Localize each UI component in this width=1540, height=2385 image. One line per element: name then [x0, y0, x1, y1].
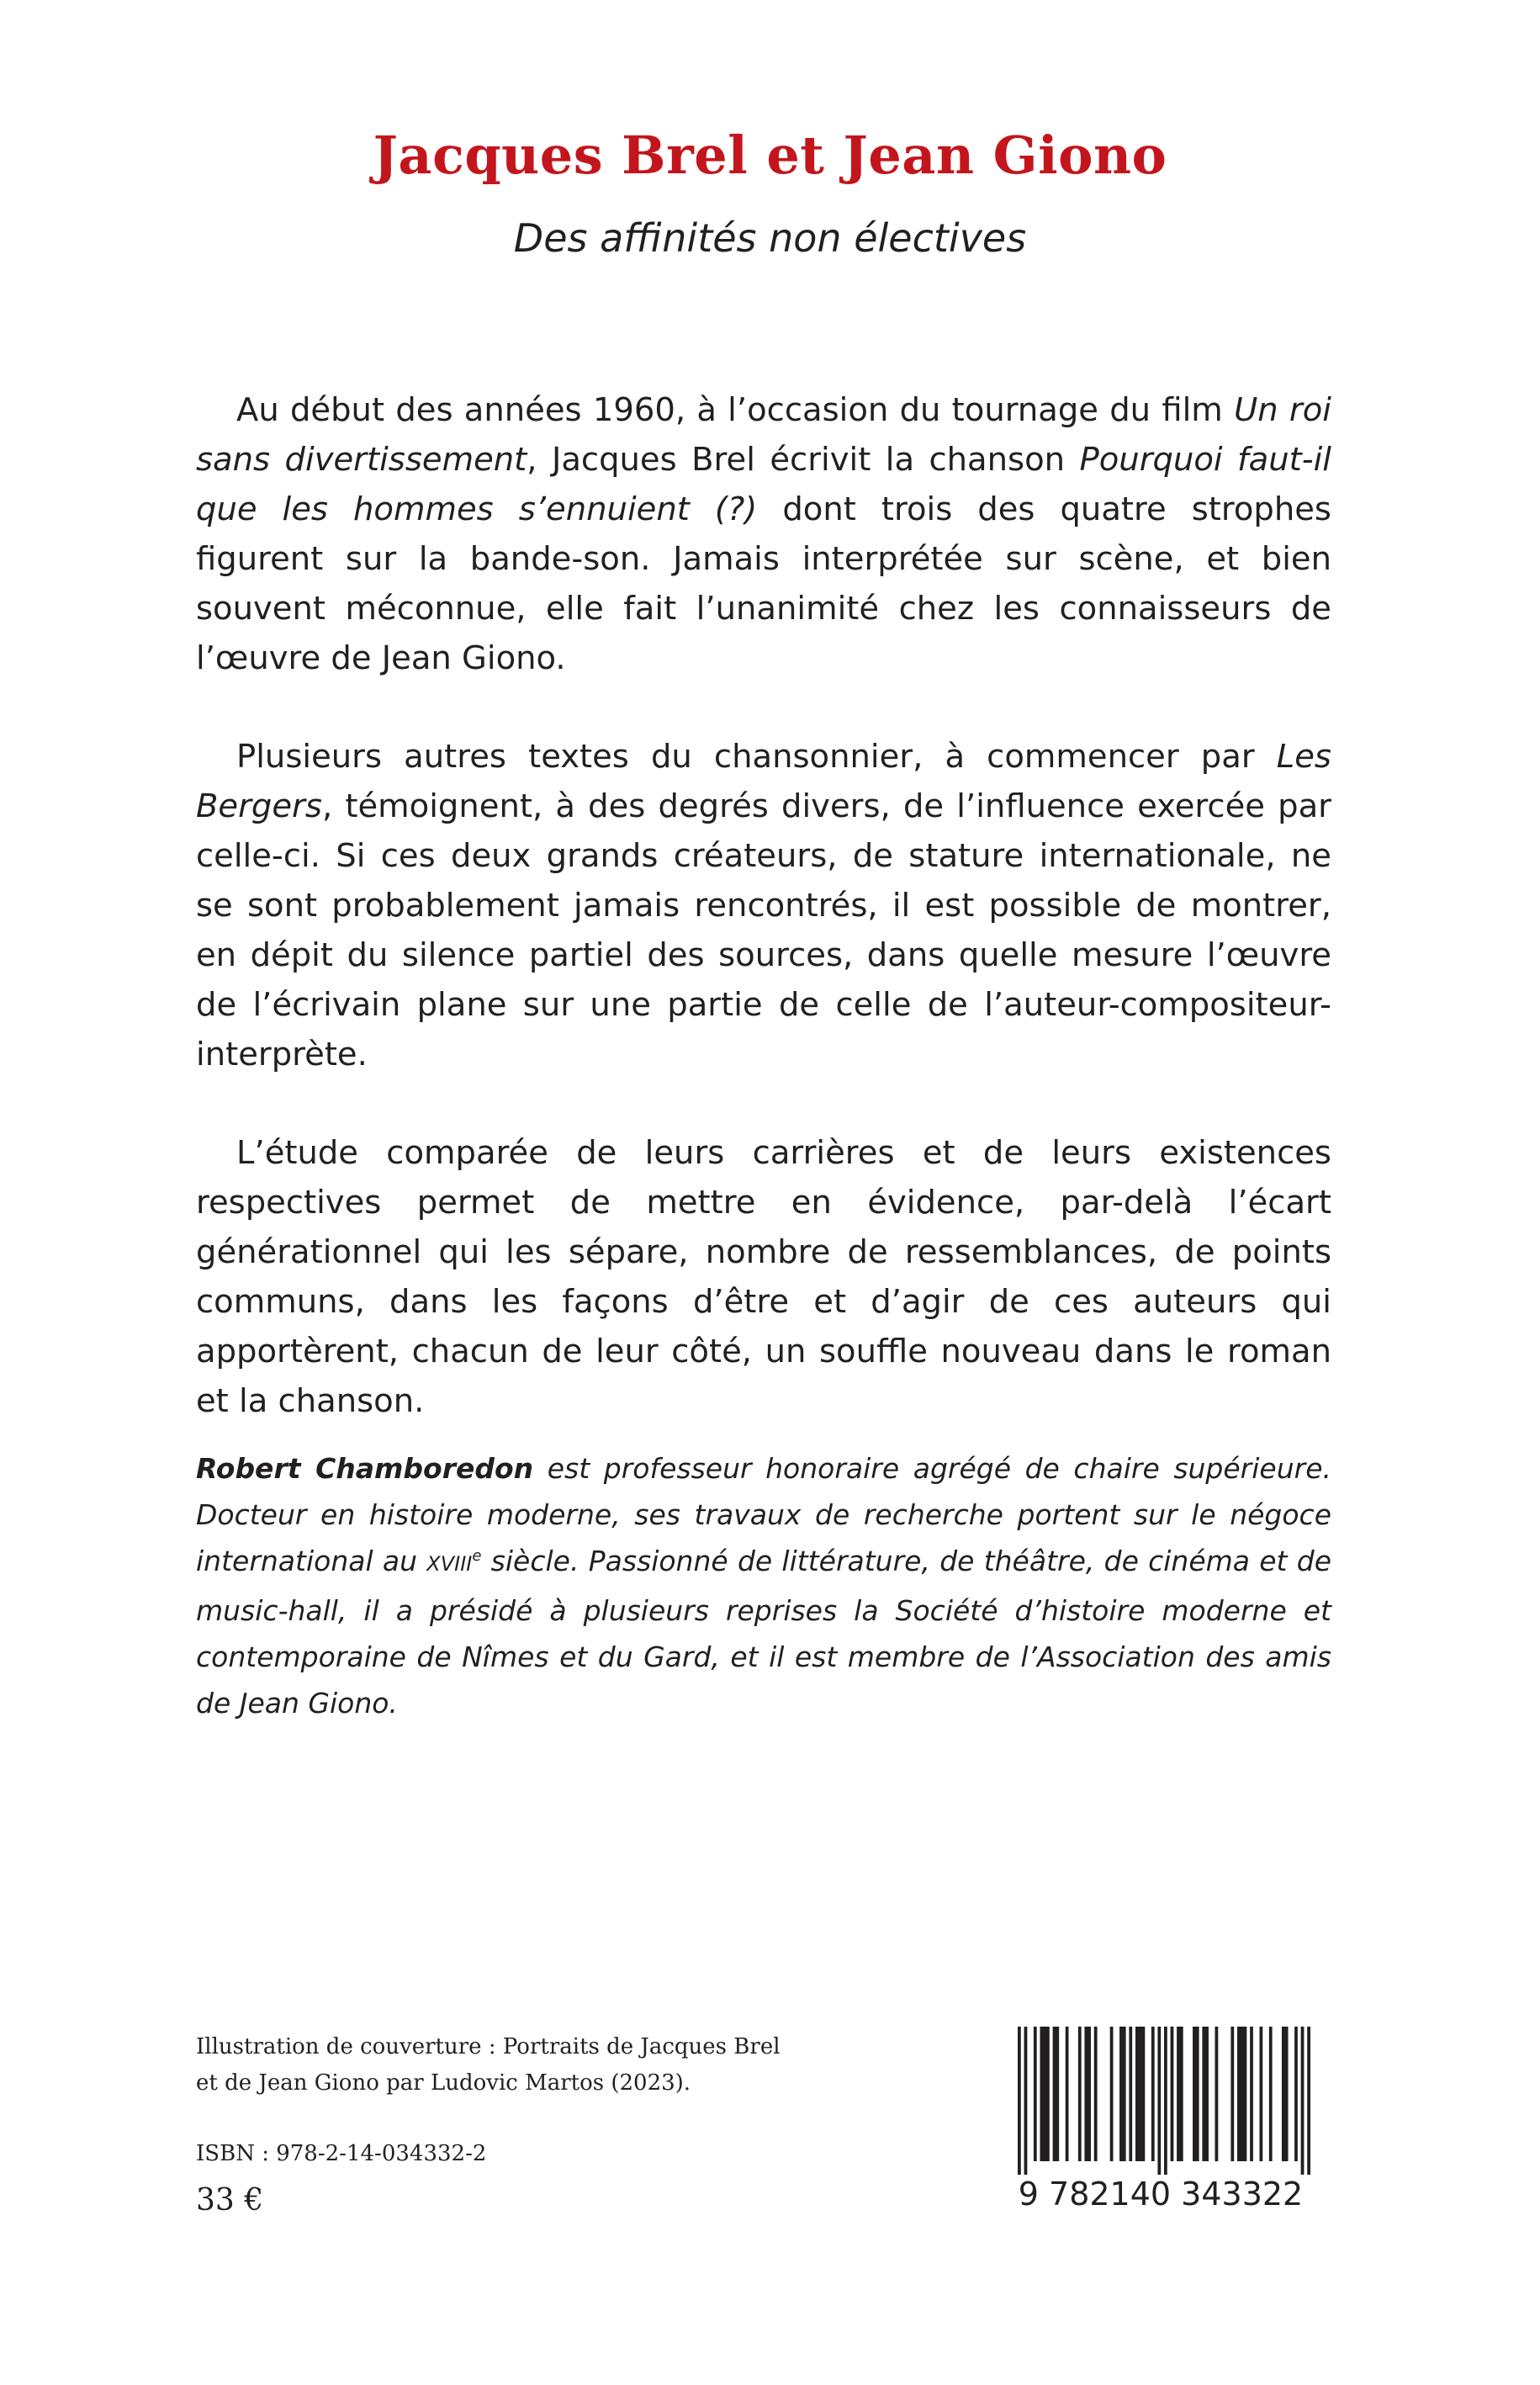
barcode-digits: 9 782140 343322: [1018, 2176, 1304, 2212]
song-title: Pourquoi faut-il que les hommes s’ennuient (?): [196, 441, 1331, 528]
barcode-bar: [1230, 2027, 1234, 2161]
barcode-bar: [1250, 2027, 1253, 2161]
barcode-bar: [1259, 2027, 1262, 2161]
isbn: ISBN : 978-2-14-034332-2: [196, 2141, 487, 2166]
barcode-bar: [1171, 2027, 1174, 2161]
summary-paragraph-3: L’étude comparée de leurs carrières et de leurs existences respectives permet de mettre en évidence, par-delà l’écart générationnel qui les sépare, nombre de ressemblances, de points communs, dans les façons d’être et d’agir de ces auteurs qui apportèrent, chacun de leur côté, un souffle nouveau dans le roman et la chanson.: [196, 1134, 1331, 1420]
summary-text: , témoignent, à des degrés divers, de l’influence exercée par celle-ci. Si ces deux grands créateurs, de stature internationale, ne se sont probablement jamais rencontrés, il est possible de montrer, en dépit du silence partiel des sources, dans quelle mesure l’œuvre de l’écrivain plane sur une partie de celle de l’auteur-compositeur-interprète.: [196, 787, 1331, 1073]
barcode-bar: [1151, 2027, 1155, 2161]
barcode-bar: [1110, 2027, 1114, 2161]
barcode-bar: [1237, 2027, 1246, 2161]
bio-text: est professeur honoraire agrégé de chaire supérieure. Docteur en histoire moderne, ses travaux de recherche portent sur le négoce international au: [196, 1452, 1331, 1577]
barcode-bar: [1066, 2027, 1069, 2161]
barcode-bar: [1294, 2027, 1298, 2161]
barcode-bar: [1018, 2027, 1021, 2175]
barcode-bar: [1053, 2027, 1060, 2161]
barcode-bar: [1157, 2027, 1161, 2175]
summary-text: Plusieurs autres textes du chansonnier, à commencer par: [236, 738, 1277, 776]
century-superscript: e: [472, 1547, 482, 1565]
summary-paragraph-1: [196, 385, 1331, 683]
barcode-bar: [1307, 2027, 1310, 2175]
barcode-bar: [1024, 2027, 1028, 2175]
summary-text: Au début des années 1960, à l’occasion du tournage du film: [236, 391, 1235, 429]
cover-illustration-credit: [196, 2029, 785, 2101]
back-cover-summary: [196, 385, 1331, 1475]
barcode-bar: [1129, 2027, 1132, 2161]
summary-paragraph-2: [196, 732, 1331, 1079]
song-title: Les Bergers: [196, 738, 1331, 825]
author-name: Robert Chamboredon: [196, 1452, 534, 1485]
credit-line-1: Illustration de couverture : Portraits de Jacques Brel: [196, 2034, 781, 2059]
book-subtitle: Des affinités non électives: [513, 215, 1027, 261]
barcode-bar: [1119, 2027, 1126, 2161]
barcode-bar: [1135, 2027, 1145, 2161]
barcode-bar: [1177, 2027, 1183, 2161]
century-numeral: XVIII: [426, 1552, 473, 1576]
isbn-barcode: [999, 2023, 1323, 2212]
barcode-bar: [1078, 2027, 1082, 2161]
summary-text: dont trois des quatre strophes figurent sur la bande-son. Jamais interprétée sur scène, et bien souvent méconnue, elle fait l’unanimité chez les connaisseurs de l’œuvre de Jean Giono.: [196, 490, 1331, 677]
barcode-bar: [1040, 2027, 1049, 2161]
credit-line-2: et de Jean Giono par Ludovic Martos (2023).: [196, 2070, 691, 2096]
barcode-bar: [1215, 2027, 1219, 2161]
barcode-bar: [1269, 2027, 1273, 2161]
author-biography: [196, 1445, 1331, 1726]
barcode-bar: [1193, 2027, 1199, 2161]
barcode-bar: [1164, 2027, 1167, 2175]
barcode-bars: [1018, 2027, 1310, 2175]
price: 33 €: [196, 2183, 264, 2218]
barcode-bar: [1094, 2027, 1098, 2161]
barcode-bar: [1301, 2027, 1305, 2175]
barcode-bar: [1282, 2027, 1289, 2161]
book-title: Jacques Brel et Jean Giono: [373, 125, 1167, 186]
barcode-bar: [1084, 2027, 1091, 2161]
film-title: Un roi sans divertissement: [196, 391, 1331, 479]
bio-text: siècle. Passionné de littérature, de théâtre, de cinéma et de music-hall, il a présidé à plusieurs reprises la Société d’histoire moderne et contemporaine de Nîmes et du Gard, et il est membre de l’Association des amis de Jean Giono.: [196, 1545, 1331, 1720]
barcode-bar: [1034, 2027, 1037, 2161]
summary-text: , Jacques Brel écrivit la chanson: [527, 441, 1080, 479]
barcode-bar: [1202, 2027, 1209, 2161]
